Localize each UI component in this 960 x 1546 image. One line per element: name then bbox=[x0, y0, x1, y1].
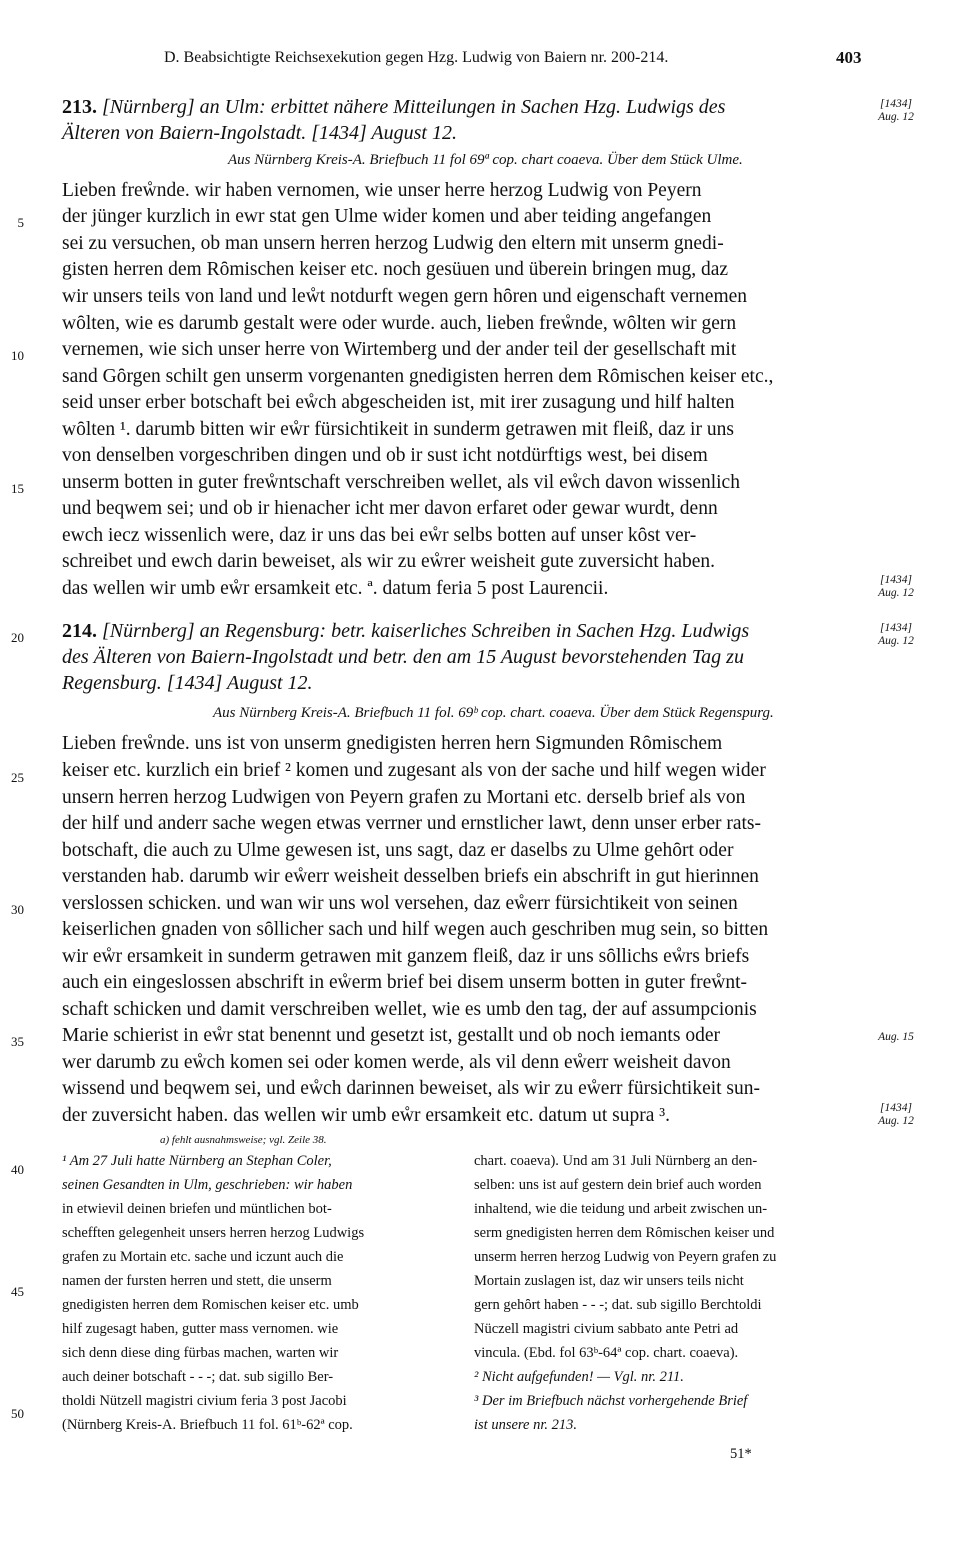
footnote-line: ³ Der im Briefbuch nächst vorhergehende Brief bbox=[474, 1393, 748, 1409]
page-number: 403 bbox=[836, 48, 862, 67]
text-line: unsern herren herzog Ludwigen von Peyern grafen zu Mortani etc. derselb brief als von bbox=[62, 787, 746, 808]
footnote-line: gern gehȏrt haben - - -; dat. sub sigillo Berchtoldi bbox=[474, 1297, 762, 1313]
text-line: wir unsers teils von land und leẘt notdurft wegen gern hȏren und eigenschaft vernemen bbox=[62, 286, 748, 307]
line-number: 10 bbox=[11, 348, 24, 363]
footnote-line: (Nürnberg Kreis-A. Briefbuch 11 fol. 61ᵇ-62ª cop. bbox=[62, 1417, 353, 1433]
margin-note-date: [1434] Aug. 12 bbox=[878, 1102, 914, 1127]
text-line: wer darumb zu eẘch komen sei oder komen werde, als vil denn eẘerr weisheit davon bbox=[62, 1052, 731, 1073]
footnote-line: chart. coaeva). Und am 31 Juli Nürnberg an den- bbox=[474, 1153, 758, 1169]
doc214-title-line2: des Älteren von Baiern-Ingolstadt und betr. den am 15 August bevorstehenden Tag zu bbox=[62, 646, 744, 668]
doc213-title-line1: 213. [Nürnberg] an Ulm: erbittet nähere Mitteilungen in Sachen Hzg. Ludwigs des bbox=[62, 96, 726, 118]
footnote-line: seinen Gesandten in Ulm, geschrieben: wir haben bbox=[62, 1177, 353, 1193]
text-line: gisten herren dem Rȏmischen keiser etc. noch gesüuen und überein bringen mug, daz bbox=[62, 259, 729, 280]
text-line: botschaft, die auch zu Ulme gewesen ist, uns sagt, daz er daselbs zu Ulme gehȏrt oder bbox=[62, 840, 734, 861]
margin-note-date: [1434] Aug. 12 bbox=[878, 574, 914, 599]
text-line: vernemen, wie sich unser herre von Wirtemberg und der ander teil der gesellschaft mit bbox=[62, 339, 737, 360]
text-line: schreibet und ewch darin beweiset, als wir zu eẘrer weisheit gute zuversicht haben. bbox=[62, 551, 716, 572]
signature-mark: 51* bbox=[730, 1446, 752, 1462]
text-line: das wellen wir umb eẘr ersamkeit etc. ª. datum feria 5 post Laurencii. bbox=[62, 578, 609, 599]
footnote-line: Nüczell magistri civium sabbato ante Petri ad bbox=[474, 1321, 739, 1337]
text-line: wir eẘr ersamkeit in sunderm getrawen mit ganzem fleiß, daz ir uns sȏllichs eẘrs briefs bbox=[62, 946, 750, 967]
footnote-line: namen der fursten herren und stett, die unserm bbox=[62, 1273, 332, 1289]
text-line: sei zu versuchen, ob man unsern herren herzog Ludwig den eltern mit unserm gnedi- bbox=[62, 233, 724, 254]
text-line: unserm botten in guter freẘntschaft verschreiben wellet, als vil eẘch davon wissenlich bbox=[62, 472, 740, 493]
text-line: von denselben vorgeschriben dingen und ob ir sust icht notdürftigs west, bei disem bbox=[62, 445, 708, 466]
text-line: der hilf und anderr sache wegen etwas verrner und ernstlicher lawt, denn unser erber rats- bbox=[62, 813, 761, 834]
footnote-line: vincula. (Ebd. fol 63ᵇ-64ª cop. chart. coaeva). bbox=[474, 1345, 739, 1361]
line-number: 45 bbox=[11, 1284, 24, 1299]
footnote-line: grafen zu Mortain etc. sache und iczunt auch die bbox=[62, 1249, 344, 1265]
textual-note: a) fehlt ausnahmsweise; vgl. Zeile 38. bbox=[160, 1134, 327, 1146]
footnote-line: auch deiner botschaft - - -; dat. sub sigillo Ber- bbox=[62, 1369, 334, 1385]
text-line: wȏlten ¹. darumb bitten wir eẘr fürsichtikeit in sunderm getrawen mit fleiß, daz ir uns bbox=[62, 419, 734, 440]
text-line: verslossen schicken. und wan wir uns wol versehen, daz eẘerr fürsichtikeit von seinen bbox=[62, 893, 738, 914]
text-line: auch ein eingeslossen abschrift in eẘerm brief bei disem unserm botten in guter freẘnt- bbox=[62, 972, 747, 993]
footnote-line: hilf zugesagt haben, gutter mass vernomen. wie bbox=[62, 1321, 339, 1337]
text-line: Lieben freẘnde. wir haben vernomen, wie unser herre herzog Ludwig von Peyern bbox=[62, 180, 702, 201]
line-number: 25 bbox=[11, 770, 24, 785]
text-line: keiser etc. kurzlich ein brief ² komen und zugesant als von der sache und hilf wegen wider bbox=[62, 760, 766, 781]
doc214-number: 214. bbox=[62, 620, 97, 642]
doc214-source: Aus Nürnberg Kreis-A. Briefbuch 11 fol. 69ᵇ cop. chart. coaeva. Über dem Stück Regenspurg. bbox=[213, 705, 774, 721]
text-line: der jünger kurzlich in ewr stat gen Ulme wider komen und aber teiding angefangen bbox=[62, 206, 712, 227]
text-line: ewch iecz wissenlich were, daz ir uns das bei eẘr selbs botten auf unser kȏst ver- bbox=[62, 525, 697, 546]
margin-note-date: Aug. 15 bbox=[878, 1031, 914, 1043]
text-line: und beqwem sei; und ob ir hienacher icht mer davon erfaret oder gewar wurdt, denn bbox=[62, 498, 718, 519]
footnote-line: unserm herren herzog Ludwig von Peyern grafen zu bbox=[474, 1249, 777, 1265]
margin-note-date: [1434] Aug. 12 bbox=[878, 98, 914, 123]
line-number: 35 bbox=[11, 1034, 24, 1049]
text-line: seid unser erber botschaft bei eẘch abgescheiden ist, mit irer zusagung und hilf halten bbox=[62, 392, 735, 413]
doc214-title-line3: Regensburg. [1434] August 12. bbox=[62, 672, 313, 694]
footnote-line: schefften gelegenheit unsers herren herzog Ludwigs bbox=[62, 1225, 365, 1241]
footnote-line: ist unsere nr. 213. bbox=[474, 1417, 577, 1433]
line-number: 40 bbox=[11, 1162, 24, 1177]
text-line: der zuversicht haben. das wellen wir umb eẘr ersamkeit etc. datum ut supra ³. bbox=[62, 1105, 670, 1126]
text-line: sand Gȏrgen schilt gen unserm vorgenanten gnedigisten herren dem Rȏmischen keiser etc., bbox=[62, 366, 774, 387]
footnote-line: serm gnedigisten herren dem Rȏmischen keiser und bbox=[474, 1225, 775, 1241]
line-number: 20 bbox=[11, 630, 24, 645]
footnote-line: in etwievil deinen briefen und müntlichen bot- bbox=[62, 1201, 332, 1217]
running-title: D. Beabsichtigte Reichsexekution gegen Hzg. Ludwig von Baiern nr. 200-214. bbox=[164, 49, 669, 66]
footnote-line: gnedigisten herren dem Romischen keiser etc. umb bbox=[62, 1297, 359, 1313]
line-number: 30 bbox=[11, 902, 24, 917]
line-number: 5 bbox=[17, 215, 24, 230]
text-line: schaft schicken und damit verschreiben wellet, wie es umb den tag, der auf assumpcionis bbox=[62, 999, 757, 1020]
doc213-title-line2: Älteren von Baiern-Ingolstadt. [1434] August 12. bbox=[62, 122, 457, 144]
doc214-title-line1: 214. [Nürnberg] an Regensburg: betr. kaiserliches Schreiben in Sachen Hzg. Ludwigs bbox=[62, 620, 750, 642]
footnote-line: sich denn diese ding fürbas machen, warten wir bbox=[62, 1345, 339, 1361]
footnote-line: Mortain zuslagen ist, daz wir unsers teils nicht bbox=[474, 1273, 744, 1289]
text-line: wissend und beqwem sei, und eẘch darinnen beweiset, als wir zu eẘerr fürsichtikeit sun- bbox=[62, 1078, 761, 1099]
text-line: Marie schierist in eẘr stat benennt und gesetzt ist, gestallt und ob noch iemants oder bbox=[62, 1025, 720, 1046]
doc213-number: 213. bbox=[62, 96, 97, 118]
footnote-line: inhaltend, wie die teidung und arbeit zwischen un- bbox=[474, 1201, 768, 1217]
line-number: 50 bbox=[11, 1406, 24, 1421]
doc213-source: Aus Nürnberg Kreis-A. Briefbuch 11 fol 69ª cop. chart coaeva. Über dem Stück Ulme. bbox=[228, 152, 743, 168]
text-line: Lieben freẘnde. uns ist von unserm gnedigisten herren hern Sigmunden Rȏmischem bbox=[62, 733, 723, 754]
footnote-line: tholdi Nützell magistri civium feria 3 post Jacobi bbox=[62, 1393, 347, 1409]
footnote-line: selben: uns ist auf gestern dein brief auch worden bbox=[474, 1177, 762, 1193]
text-line: wȏlten, wie es darumb gestalt were oder wurde. auch, lieben freẘnde, wȏlten wir gern bbox=[62, 313, 737, 334]
margin-note-date: [1434] Aug. 12 bbox=[878, 622, 914, 647]
footnote-line: ² Nicht aufgefunden! — Vgl. nr. 211. bbox=[474, 1369, 684, 1385]
text-line: keiserlichen gnaden von sȏllicher sach und hilf wegen auch geschriben mug sein, so bitten bbox=[62, 919, 769, 940]
line-number: 15 bbox=[11, 481, 24, 496]
footnote-line: ¹ Am 27 Juli hatte Nürnberg an Stephan Coler, bbox=[62, 1153, 332, 1169]
text-line: verstanden hab. darumb wir eẘerr weisheit desselben briefs ein abschrift in gut hierinnen bbox=[62, 866, 759, 887]
